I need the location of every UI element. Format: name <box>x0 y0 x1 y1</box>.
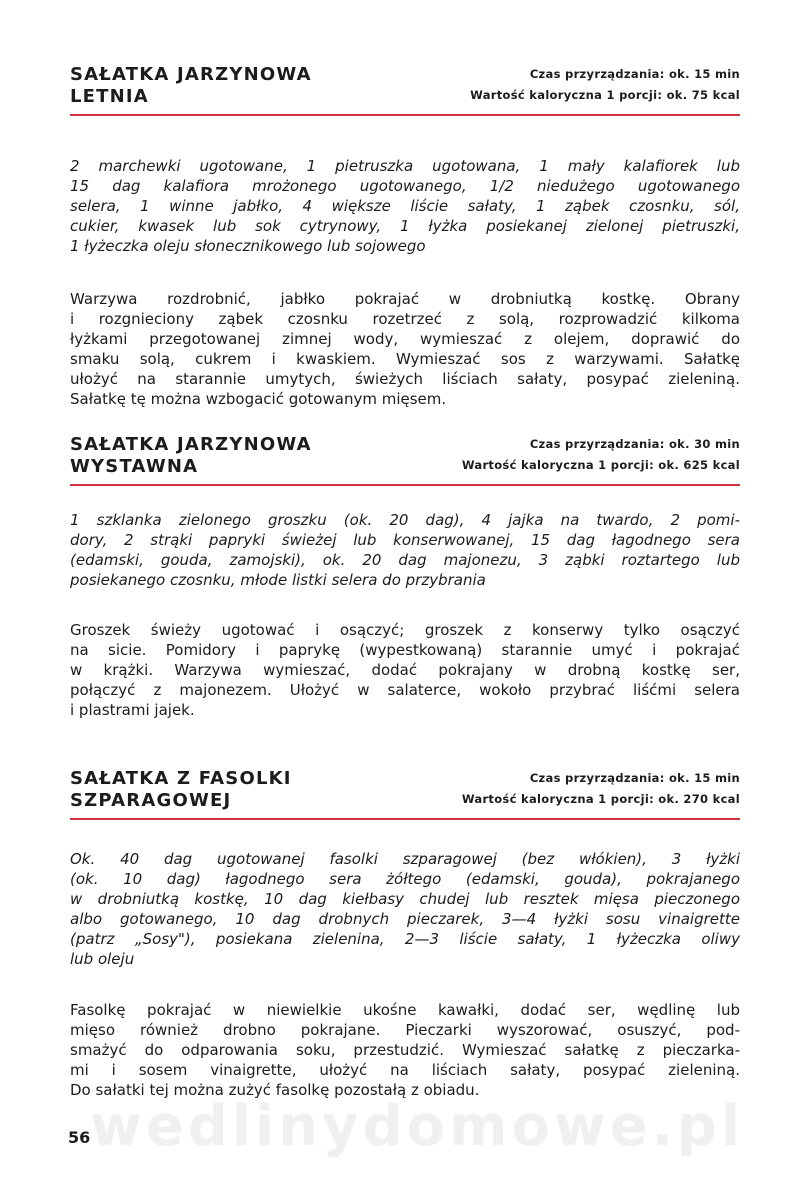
calories: Wartość kaloryczna 1 porcji: ok. 270 kcal <box>461 792 740 806</box>
recipe-meta <box>462 768 740 810</box>
text-line: selera, 1 winne jabłko, 4 większe liście sałaty, 1 ząbek czosnku, sól, <box>70 197 740 215</box>
text-line: smażyć do odparowania soku, przestudzić. Wymieszać sałatkę z pieczarka- <box>70 1041 740 1059</box>
text-line: smaku solą, cukrem i kwaskiem. Wymieszać sos z warzywami. Sałatkę <box>70 350 740 368</box>
text-line: (ok. 10 dag) łagodnego sera żółtego (edamski, gouda), pokrajanego <box>70 870 740 888</box>
title-line: WYSTAWNA <box>70 456 199 477</box>
recipe-title <box>70 768 292 812</box>
method <box>70 1000 740 1100</box>
text-line: i rozgnieciony ząbek czosnku rozetrzeć z solą, rozprowadzić kilkoma <box>70 310 740 328</box>
text-line: w krążki. Warzywa wymieszać, dodać pokrajany w drobną kostkę ser, <box>70 661 740 679</box>
prep-time: Czas przyrządzania: ok. 15 min <box>529 771 740 785</box>
text-line: 1 szklanka zielonego groszku (ok. 20 dag), 4 jajka na twardo, 2 pomi- <box>70 511 740 529</box>
recipe-meta <box>462 434 740 476</box>
title-line: SAŁATKA JARZYNOWA <box>70 64 312 85</box>
text-line: albo gotowanego, 10 dag drobnych pieczarek, 3—4 łyżki sosu vinaigrette <box>70 910 740 928</box>
method <box>70 289 740 409</box>
watermark: wedlinydomowe.pl <box>90 1094 745 1159</box>
text-line: na sicie. Pomidory i paprykę (wypestkowaną) starannie umyć i pokrajać <box>70 641 740 659</box>
text-line: Warzywa rozdrobnić, jabłko pokrajać w drobniutką kostkę. Obrany <box>70 290 740 308</box>
text-line: mięso również drobno pokrajane. Pieczarki wyszorować, osuszyć, pod- <box>70 1021 740 1039</box>
recipe-salatka-letnia <box>70 64 740 409</box>
title-line: SZPARAGOWEJ <box>70 790 232 811</box>
text-line: posiekanego czosnku, młode listki selera do przybrania <box>70 571 486 589</box>
title-rule <box>70 484 740 486</box>
text-line: (edamski, gouda, zamojski), ok. 20 dag majonezu, 3 ząbki roztartego lub <box>70 551 740 569</box>
calories: Wartość kaloryczna 1 porcji: ok. 75 kcal <box>470 88 740 102</box>
text-line: Sałatkę tę można wzbogacić gotowanym mięsem. <box>70 390 447 408</box>
method <box>70 620 740 720</box>
text-line: połączyć z majonezem. Ułożyć w salaterce, wokoło przybrać liśćmi selera <box>70 681 740 699</box>
recipe-salatka-wystawna <box>70 434 740 720</box>
prep-time: Czas przyrządzania: ok. 30 min <box>529 437 740 451</box>
text-line: dory, 2 strąki papryki świeżej lub konserwowanej, 15 dag łagodnego sera <box>70 531 740 549</box>
text-line: mi i sosem vinaigrette, ułożyć na liściach sałaty, posypać zieleniną. <box>70 1061 740 1079</box>
title-rule <box>70 818 740 820</box>
text-line: ułożyć na starannie umytych, świeżych liściach sałaty, posypać zieleniną. <box>70 370 740 388</box>
text-line: cukier, kwasek lub sok cytrynowy, 1 łyżka posiekanej zielonej pietruszki, <box>70 217 740 235</box>
title-line: SAŁATKA JARZYNOWA <box>70 434 312 455</box>
title-line: LETNIA <box>70 86 149 107</box>
prep-time: Czas przyrządzania: ok. 15 min <box>529 67 740 81</box>
text-line: Groszek świeży ugotować i osączyć; groszek z konserwy tylko osączyć <box>70 621 740 639</box>
text-line: łyżkami przegotowanej zimnej wody, wymieszać z olejem, doprawić do <box>70 330 740 348</box>
text-line: Do sałatki tej można zużyć fasolkę pozostałą z obiadu. <box>70 1081 480 1099</box>
text-line: Ok. 40 dag ugotowanej fasolki szparagowej (bez włókien), 3 łyżki <box>70 850 740 868</box>
calories: Wartość kaloryczna 1 porcji: ok. 625 kcal <box>461 458 740 472</box>
recipe-header <box>70 64 740 110</box>
text-line: 2 marchewki ugotowane, 1 pietruszka ugotowana, 1 mały kalafiorek lub <box>70 157 740 175</box>
text-line: (patrz „Sosy"), posiekana zielenina, 2—3 liście sałaty, 1 łyżeczka oliwy <box>70 930 740 948</box>
text-line: 1 łyżeczka oleju słonecznikowego lub sojowego <box>70 237 426 255</box>
title-line: SAŁATKA Z FASOLKI <box>70 768 292 789</box>
page-number: 56 <box>68 1128 91 1147</box>
ingredients <box>70 156 740 256</box>
recipe-meta <box>470 64 740 106</box>
title-rule <box>70 114 740 116</box>
text-line: lub oleju <box>70 950 135 968</box>
recipe-title <box>70 64 312 108</box>
text-line: Fasolkę pokrajać w niewielkie ukośne kawałki, dodać ser, wędlinę lub <box>70 1001 740 1019</box>
text-line: i plastrami jajek. <box>70 701 195 719</box>
recipe-header <box>70 768 740 814</box>
recipe-header <box>70 434 740 480</box>
text-line: w drobniutką kostkę, 10 dag kiełbasy chudej lub resztek mięsa pieczonego <box>70 890 740 908</box>
text-line: 15 dag kalafiora mrożonego ugotowanego, 1/2 niedużego ugotowanego <box>70 177 740 195</box>
ingredients <box>70 849 740 969</box>
ingredients <box>70 510 740 590</box>
recipe-salatka-z-fasolki <box>70 768 740 1100</box>
recipe-title <box>70 434 312 478</box>
